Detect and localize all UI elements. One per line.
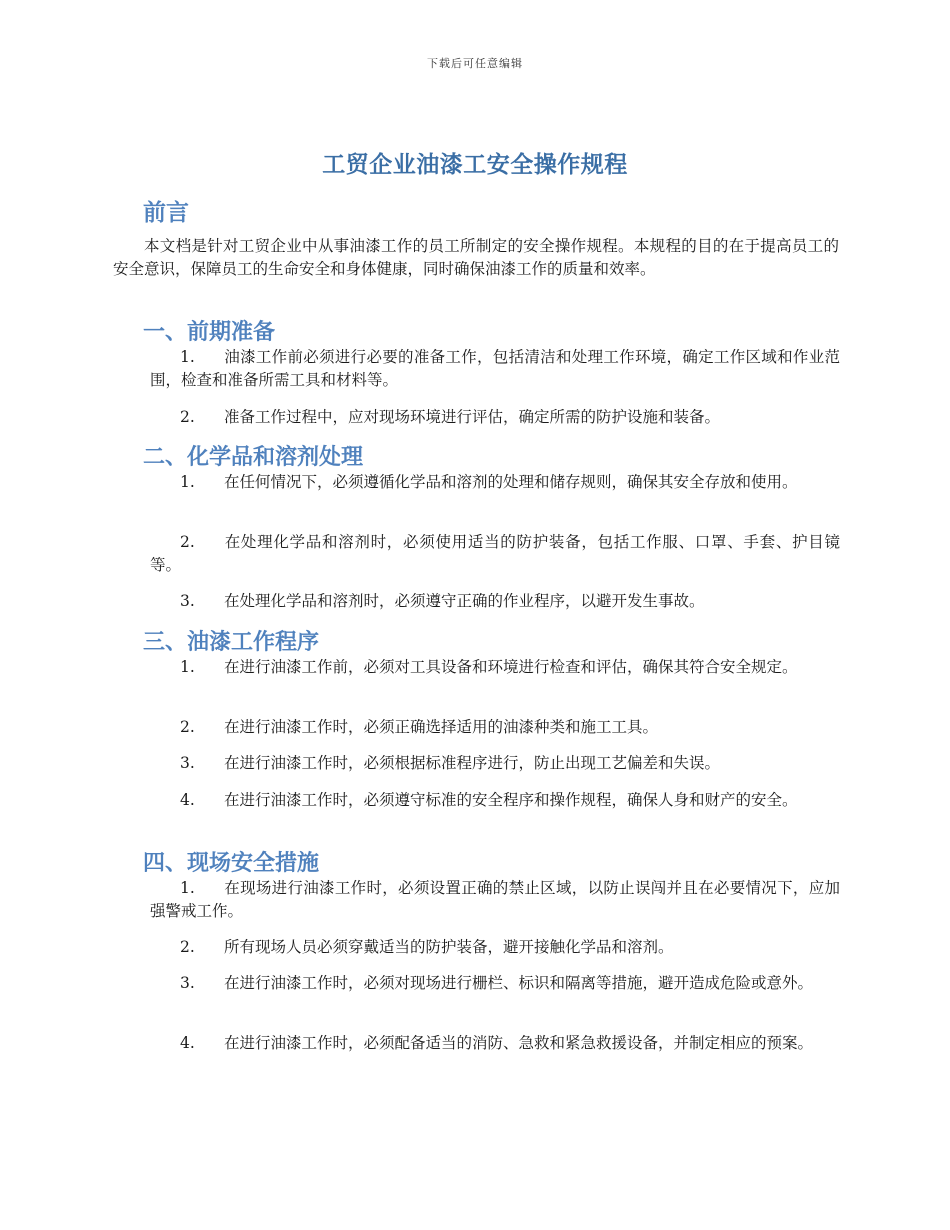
list-item (150, 656, 840, 679)
item-number: 2. (180, 408, 195, 426)
list-item (150, 531, 840, 577)
item-text: 油漆工作前必须进行必要的准备工作，包括清洁和处理工作环境，确定工作区域和作业范围，检查和准备所需工具和材料等。 (150, 348, 840, 389)
item-number: 2. (180, 533, 195, 551)
item-text: 准备工作过程中，应对现场环境进行评估，确定所需的防护设施和装备。 (224, 408, 721, 426)
item-number: 1. (180, 473, 195, 491)
header-note: 下载后可任意编辑 (427, 57, 523, 70)
item-number: 4. (180, 1034, 195, 1052)
item-text: 在进行油漆工作时，必须正确选择适用的油漆种类和施工工具。 (224, 718, 659, 736)
item-text: 在进行油漆工作时，必须配备适当的消防、急救和紧急救援设备，并制定相应的预案。 (224, 1034, 814, 1052)
preface-heading: 前言 (143, 200, 189, 226)
item-number: 3. (180, 754, 195, 772)
item-text: 在任何情况下，必须遵循化学品和溶剂的处理和储存规则，确保其安全存放和使用。 (224, 473, 798, 491)
section-heading: 四、现场安全措施 (143, 851, 320, 876)
item-number: 2. (180, 718, 195, 736)
list-item (150, 471, 840, 494)
item-number: 1. (180, 658, 195, 676)
list-item (150, 972, 840, 995)
item-text: 在处理化学品和溶剂时，必须遵守正确的作业程序，以避开发生事故。 (224, 592, 705, 610)
item-text: 在进行油漆工作前，必须对工具设备和环境进行检查和评估，确保其符合安全规定。 (224, 658, 798, 676)
item-number: 3. (180, 592, 195, 610)
item-text: 在处理化学品和溶剂时，必须使用适当的防护装备，包括工作服、口罩、手套、护目镜等。 (150, 533, 840, 574)
item-number: 2. (180, 938, 195, 956)
section-heading: 二、化学品和溶剂处理 (143, 445, 364, 470)
list-item (150, 590, 840, 613)
list-item (150, 752, 840, 775)
item-number: 1. (180, 879, 195, 897)
item-number: 1. (180, 348, 195, 366)
item-text: 所有现场人员必须穿戴适当的防护装备，避开接触化学品和溶剂。 (224, 938, 674, 956)
item-text: 在进行油漆工作时，必须遵守标准的安全程序和操作规程，确保人身和财产的安全。 (224, 791, 798, 809)
section-heading: 一、前期准备 (143, 320, 276, 345)
item-number: 4. (180, 791, 195, 809)
list-item (150, 936, 840, 959)
item-number: 3. (180, 974, 195, 992)
preface-paragraph: 本文档是针对工贸企业中从事油漆工作的员工所制定的安全操作规程。本规程的目的在于提高员工的安全意识，保障员工的生命安全和身体健康，同时确保油漆工作的质量和效率。 (113, 237, 839, 278)
list-item (150, 406, 840, 429)
list-item (150, 789, 840, 812)
list-item (150, 346, 840, 392)
section-heading: 三、油漆工作程序 (143, 630, 320, 655)
item-text: 在现场进行油漆工作时，必须设置正确的禁止区域，以防止误闯并且在必要情况下，应加强警戒工作。 (150, 879, 840, 920)
list-item (150, 877, 840, 923)
item-text: 在进行油漆工作时，必须对现场进行栅栏、标识和隔离等措施，避开造成危险或意外。 (224, 974, 814, 992)
item-text: 在进行油漆工作时，必须根据标准程序进行，防止出现工艺偏差和失误。 (224, 754, 721, 772)
list-item (150, 716, 840, 739)
list-item (150, 1032, 840, 1055)
document-title: 工贸企业油漆工安全操作规程 (322, 152, 628, 178)
